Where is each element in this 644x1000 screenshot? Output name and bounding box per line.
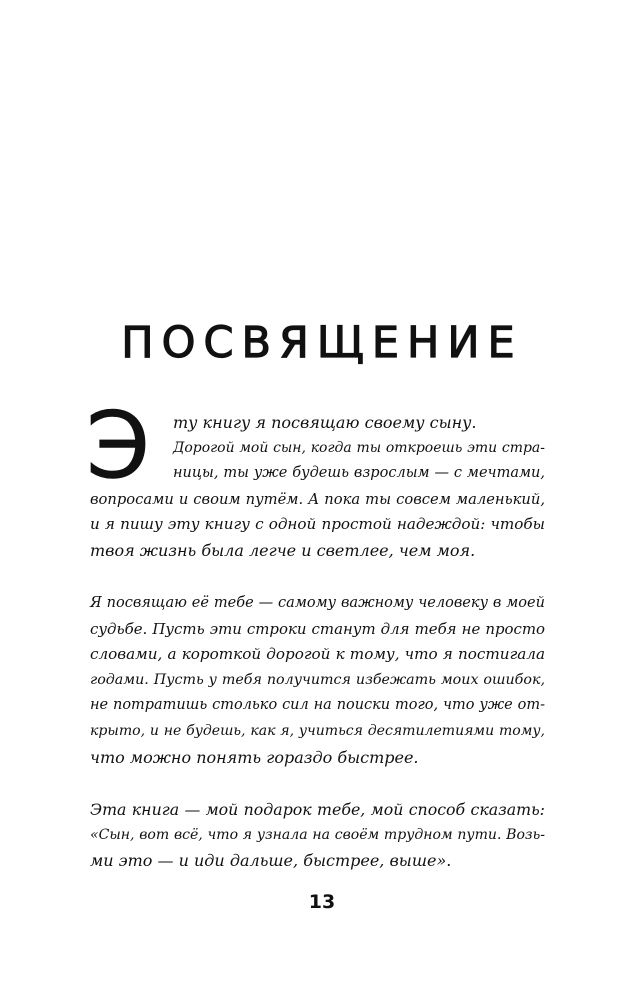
- paragraph-line: не потратишь столько сил на поиски того, что уже от-: [90, 697, 545, 714]
- paragraph-3: [90, 797, 545, 874]
- paragraph-line: ту книгу я посвящаю своему сыну.: [173, 413, 477, 432]
- paragraph-line: ницы, ты уже будешь взрослым — с мечтами,: [173, 465, 545, 482]
- paragraph-line: вопросами и своим путём. А пока ты совсем маленький,: [90, 490, 545, 508]
- paragraph-line: ми это — и иди дальше, быстрее, выше».: [90, 851, 452, 871]
- paragraph-line: что можно понять гораздо быстрее.: [90, 747, 419, 767]
- paragraph-line: «Сын, вот всё, что я узнала на своём трудном пути. Возь-: [90, 826, 545, 843]
- paragraph-line: и я пишу эту книгу с одной простой надеждой: чтобы: [90, 515, 545, 534]
- paragraph-line: годами. Пусть у тебя получится избежать моих ошибок,: [90, 671, 545, 688]
- paragraph-1: [90, 410, 545, 564]
- paragraph-2: [90, 591, 545, 770]
- paragraph-line: словами, а короткой дорогой к тому, что я постигала: [90, 645, 545, 664]
- page-number: 13: [308, 891, 336, 913]
- paragraph-line: крыто, и не будешь, как я, учиться десятилетиями тому,: [90, 722, 545, 739]
- paragraph-line: Я посвящаю её тебе — самому важному человеку в моей: [90, 595, 545, 611]
- paragraph-line: судьбе. Пусть эти строки станут для тебя не просто: [90, 619, 545, 638]
- paragraph-line: Дорогой мой сын, когда ты откроешь эти стра-: [173, 439, 545, 456]
- paragraph-line: твоя жизнь была легче и светлее, чем моя.: [90, 540, 476, 560]
- page-title: ПОСВЯЩЕНИЕ: [121, 318, 523, 368]
- paragraph-line: Эта книга — мой подарок тебе, мой способ сказать:: [90, 800, 545, 819]
- drop-cap: Э: [86, 392, 151, 499]
